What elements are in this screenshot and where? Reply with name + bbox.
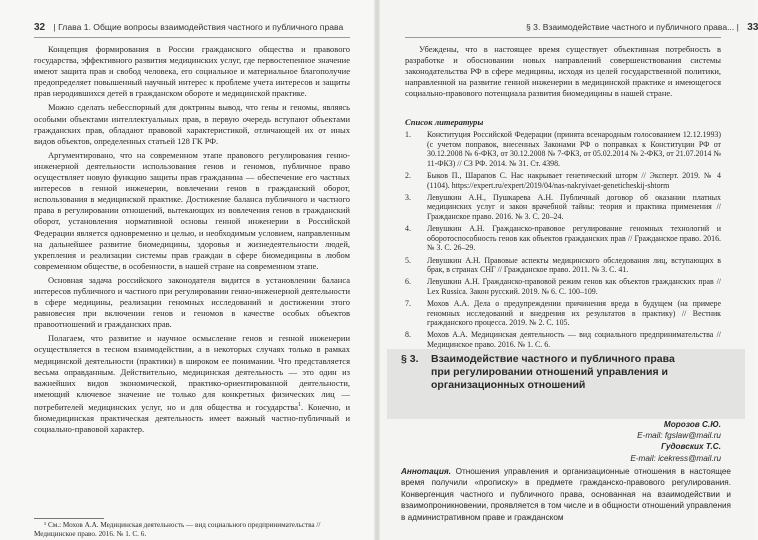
reference-item: 6. Левушкин А.Н. Гражданско-правовой режим генов как объектов гражданских прав // Lex Russica. Закон русский. 2019. № 6. С. 100–109. bbox=[405, 277, 721, 296]
paragraph-with-footnote bbox=[34, 333, 350, 435]
right-running-head bbox=[526, 22, 758, 33]
paragraph: Убеждены, что в настоящее время существует объективная потребность в разработке и обосновании новых направлений совершенствования системы законодательства РФ в сфере медицины, исходя из целей государственной политики, направленной на развитие генной инженерии в медицинской практике и имеющегося социально-правового потенциала развития биомедицины в нашей стране. bbox=[405, 44, 721, 99]
author-block bbox=[630, 419, 721, 464]
right-intro-text bbox=[405, 44, 721, 99]
right-section-title: § 3. Взаимодействие частного и публичного права... | bbox=[526, 22, 739, 32]
reference-item: 4. Левушкин А.Н. Гражданско-правовое регулирование геномных технологий и оборотоспособность генов как объектов гражданских прав // Гражданское право. 2016. № 3. С. 26–29. bbox=[405, 224, 721, 253]
footnote-rule bbox=[34, 518, 104, 519]
left-chapter-title: | Глава 1. Общие вопросы взаимодействия частного и публичного права bbox=[53, 22, 344, 32]
left-header-rule bbox=[34, 37, 350, 38]
author-email: E-mail: fgslaw@mail.ru bbox=[637, 431, 721, 441]
right-page-number: 33 bbox=[747, 22, 758, 33]
paragraph: Можно сделать небесспорный для доктрины вывод, что гены и геномы, являясь особыми объектами интеллектуальных прав, в первую очередь вступают объектами гражданских прав, обладают правовой характеристикой, отличающей их от иных видов объектов, определенных статьей 128 ГК РФ. bbox=[34, 102, 350, 146]
reference-item: 7. Мохов А.А. Дела о предупреждении причинения вреда в будущем (на примере геномных исследований и внедрения их результатов в практику) // Вестник гражданского процесса. 2019. № 2. С. 105. bbox=[405, 299, 721, 328]
literature-heading: Список литературы bbox=[405, 117, 484, 127]
paragraph: Аргументировано, что на современном этапе правового регулирования генно-инженерной деятельности использования генов и геномов, публичное право осуществляет новую функцию защиты прав гражданина — обеспечение его частных интересов в генной инженерии, вовлечении генов в гражданский оборот, использования в медицинской практике. Достижение баланса публичного и частного права в регулировании отношений, вытекающих из вовлечения генов в гражданский оборот, установления нормативной основы генной инженерии в Российской Федерации является одновременно и целью, и необходимым условием, направленным на дальнейшее развитие биомедицины, здоровья и жизнедеятельности людей, укрепления и реализации системы прав граждан в сфере биомедицины в любом современном обществе, в особенности, в нашей стране на современном этапе. bbox=[34, 149, 350, 271]
author-email: E-mail: icekress@mail.ru bbox=[630, 453, 721, 463]
abstract-text: Отношения управления и организационные отношения в настоящее время получили «прописку» в предмете гражданско-правового регулирования. Конвергенция частного и публичного права, основанная на взаимодействии и взаимопроникновении, проявляется в том числе и в общности отношений управления в административном праве и гражданском bbox=[401, 467, 731, 522]
left-body-text bbox=[34, 44, 350, 435]
abstract bbox=[401, 466, 731, 523]
right-page bbox=[377, 0, 758, 540]
section-title-line1: Взаимодействие частного и публичного права bbox=[431, 353, 675, 365]
section-number: § 3. bbox=[401, 353, 419, 365]
left-page bbox=[0, 0, 377, 540]
abstract-label: Аннотация. bbox=[401, 467, 452, 476]
left-page-number: 32 bbox=[34, 22, 46, 33]
reference-list bbox=[405, 130, 721, 352]
reference-item: 2. Быков П., Шарапов С. Нас накрывает генетический шторм // Эксперт. 2019. № 4 (1104). https://expert.ru/expert/2019/04/nas-nakryivaet-geneticheskij-shtorm bbox=[405, 170, 721, 190]
footnote bbox=[34, 521, 349, 539]
section-title-rest: при регулировании отношений управления и организационных отношений bbox=[431, 366, 668, 392]
paragraph: Концепция формирования в России гражданского общества и правового государства, эффективного развития медицинских услуг, где первостепенное значение имеют защита прав и свобод человека, его социальное и материальное благополучие предопределяет повышенный научный интерес к проблеме учета интересов и защиты прав неродившихся детей в гражданском обороте и медицинской практике. bbox=[34, 44, 350, 99]
paragraph-text-end: важный частно-публичный и социально-правовой характер. bbox=[34, 412, 350, 434]
reference-item: 5. Левушкин А.Н. Правовые аспекты медицинского обследования лиц, вступающих в брак, в странах СНГ // Гражданское право. 2011. № 3. С. 41. bbox=[405, 255, 721, 275]
left-running-head bbox=[34, 22, 343, 33]
paragraph: Основная задача российского законодателя видится в установлении баланса интересов публичного и частного при регулировании генно-инженерной деятельности в сфере медицины, реализации геномных исследований и достижении этого равновесия при включении генов и геномов в качестве особых объектов правоотношений и гражданских прав. bbox=[34, 274, 350, 330]
section-heading bbox=[401, 353, 731, 393]
reference-item: 1. Конституция Российской Федерации (принята всенародным голосованием 12.12.1993) (с учетом поправок, внесенных Законами РФ о поправках к Конституции РФ от 30.12.2008 № 6-ФКЗ, от 30.12.2008 № 7-ФКЗ, от 05.02.2014 № 2-ФКЗ, от 21.07.2014 № 11-ФКЗ) // СЗ РФ. 2014. № 31. Ст. 4398. bbox=[405, 130, 721, 168]
paragraph-text-tail: . Конечно, и биомедицинская практическая деятельность имеет bbox=[34, 401, 351, 423]
paragraph-text: Полагаем, что развитие и научное осмысление генов и генной инженерии осуществляется в тесном взаимодействии, а в некоторых случаях только в рамках медицинской деятельности (практики) в широком ее понимании. Что представляется весьма оправданным. Действительно, медицинская деятельность — это один из важнейших видов экономической, практико-ориентированной деятельности, имеющий ключевое значение не только для конкретных физических лиц — потребителей медицинских услуг, но и для общества и государства bbox=[34, 333, 350, 412]
reference-item: 8. Мохов А.А. Медицинская деятельность — вид социального предпринимательства // Медицинское право. 2016. № 1. С. 6. bbox=[405, 330, 721, 350]
author-name: Морозов С.Ю. bbox=[663, 420, 721, 429]
author-name: Гудовских Т.С. bbox=[661, 442, 721, 452]
footnote-marker[interactable]: 1 bbox=[298, 401, 302, 408]
footnote-text: ¹ См.: Мохов А.А. Медицинская деятельность — вид социального предпринимательства // Медицинское право. 2016. № 1. С. 6. bbox=[34, 521, 321, 538]
reference-item: 3. Левушкин А.Н., Пушкарева А.Н. Публичный договор об оказании платных медицинских услуг и закон врачебной тайны: теория и практика применения // Гражданское право. 2016. № 3. С. 20–24. bbox=[405, 192, 721, 221]
right-header-rule bbox=[405, 37, 721, 38]
book-gutter bbox=[374, 0, 380, 540]
